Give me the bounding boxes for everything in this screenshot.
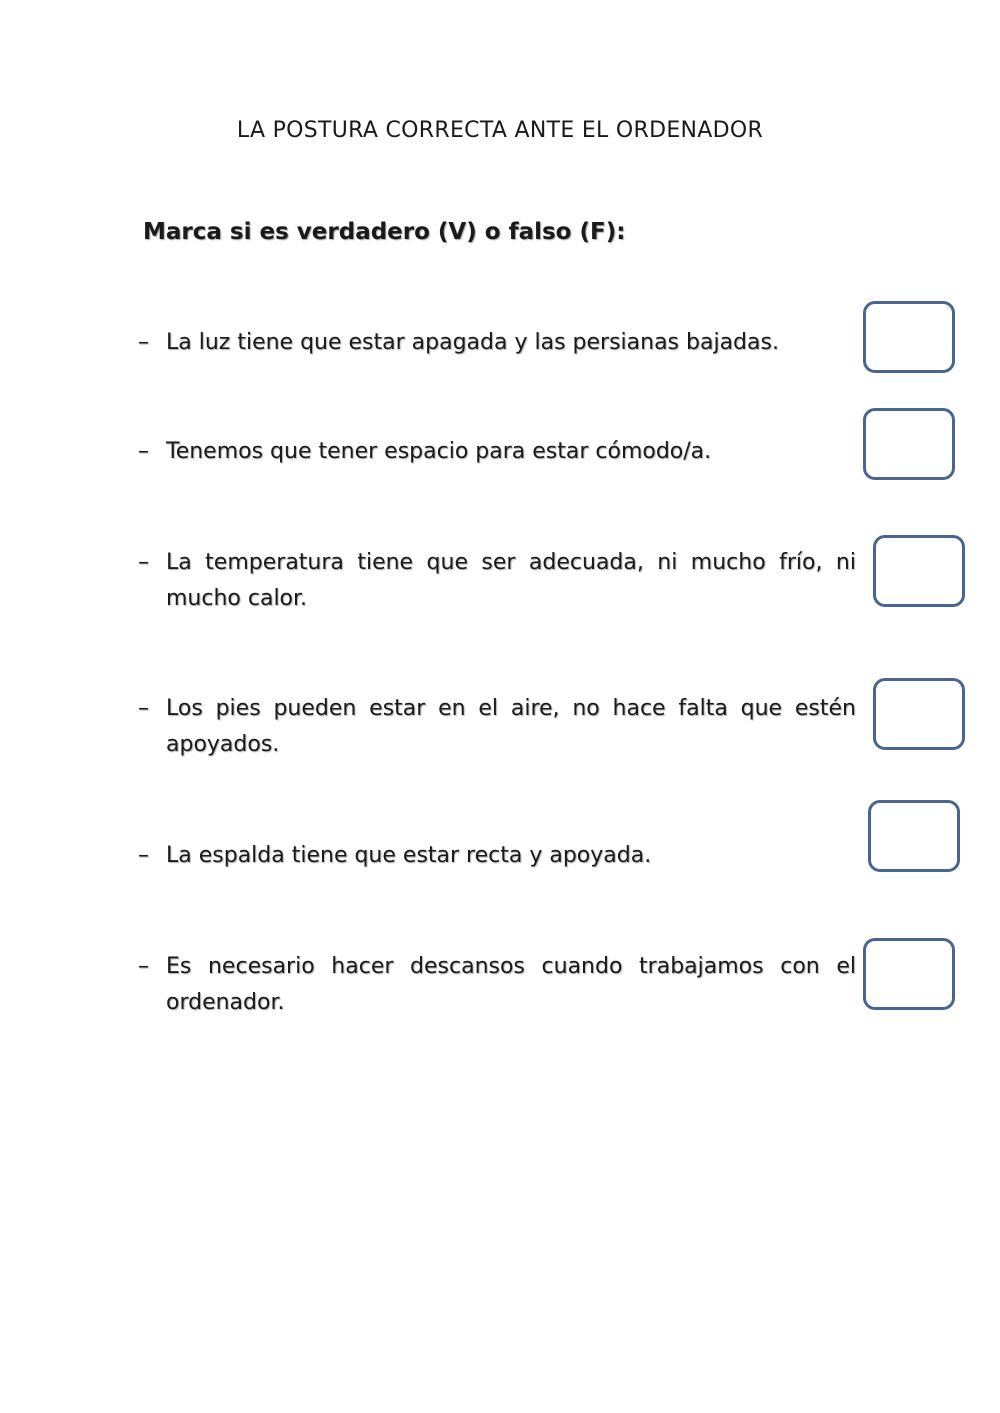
statement-text: Los pies pueden estar en el aire, no hace falta que estén apoyados. [166, 696, 856, 757]
answer-box-5[interactable] [868, 800, 960, 872]
statement-text: La temperatura tiene que ser adecuada, ni mucho frío, ni mucho calor. [166, 550, 856, 611]
statement-item [138, 691, 856, 763]
statement-text: La espalda tiene que estar recta y apoyada. [166, 843, 652, 868]
statement-item [138, 545, 856, 617]
bullet-dash: – [138, 330, 149, 355]
answer-box-4[interactable] [873, 678, 965, 750]
statement-text: Tenemos que tener espacio para estar cómodo/a. [166, 439, 712, 464]
answer-box-6[interactable] [863, 938, 955, 1010]
answer-box-3[interactable] [873, 535, 965, 607]
answer-box-2[interactable] [863, 408, 955, 480]
bullet-dash: – [138, 439, 149, 464]
statement-text: Es necesario hacer descansos cuando trabajamos con el ordenador. [166, 954, 856, 1015]
worksheet-title: LA POSTURA CORRECTA ANTE EL ORDENADOR [236, 118, 764, 143]
bullet-dash: – [138, 843, 149, 868]
statement-item [138, 949, 856, 1021]
statement-item [138, 325, 856, 361]
bullet-dash: – [138, 696, 149, 721]
statement-item [138, 838, 856, 874]
answer-box-1[interactable] [863, 301, 955, 373]
bullet-dash: – [138, 550, 149, 575]
statement-text: La luz tiene que estar apagada y las persianas bajadas. [166, 330, 779, 355]
statement-item [138, 434, 856, 470]
instruction-text: Marca si es verdadero (V) o falso (F): [143, 219, 626, 245]
bullet-dash: – [138, 954, 149, 979]
